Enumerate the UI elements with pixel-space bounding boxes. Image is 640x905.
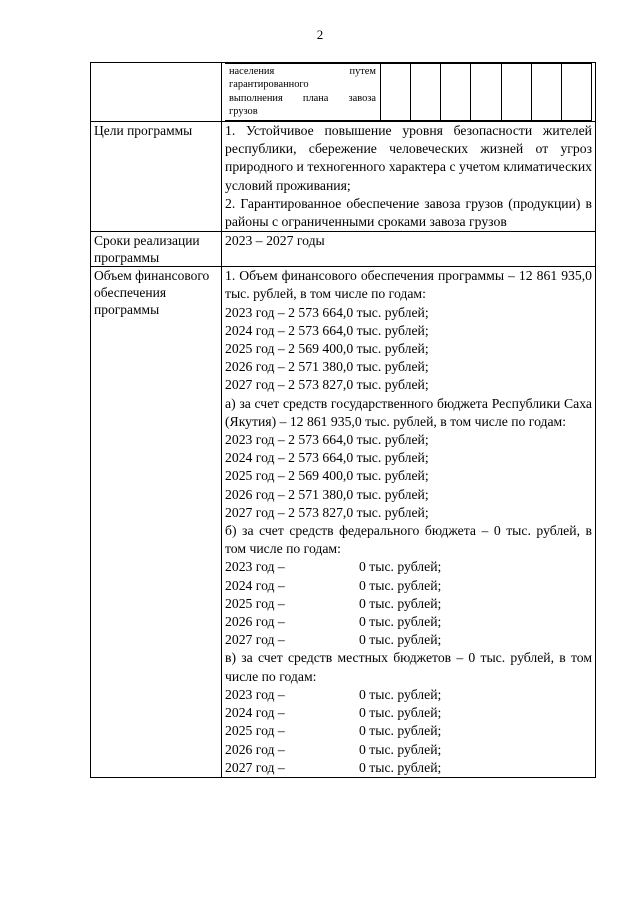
indicator-line: выполнения плана завоза bbox=[229, 92, 376, 104]
local-year-line: 2025 год – 0 тыс. рублей; bbox=[225, 723, 442, 739]
federal-year-line: 2023 год – 0 тыс. рублей; bbox=[225, 559, 442, 575]
funding-label: Объем финансового обеспечения программы bbox=[91, 267, 222, 778]
federal-year-line: 2026 год – 0 тыс. рублей; bbox=[225, 614, 442, 630]
total-year-line: 2023 год – 2 573 664,0 тыс. рублей; bbox=[225, 304, 429, 320]
federal-budget-intro: б) за счет средств федерального бюджета – 0 тыс. рублей, в том числе по годам: bbox=[225, 523, 592, 557]
indicator-line: населения путем bbox=[229, 66, 376, 77]
terms-label: Сроки реализации программы bbox=[91, 232, 222, 267]
goal-item: 2. Гарантированное обеспечение завоза грузов (продукции) в районы с ограниченными сроками завоза грузов bbox=[225, 195, 592, 230]
local-year-line: 2026 год – 0 тыс. рублей; bbox=[225, 741, 442, 757]
terms-value: 2023 – 2027 годы bbox=[222, 232, 596, 267]
goals-row bbox=[91, 122, 596, 232]
state-budget-intro: а) за счет средств государственного бюджета Республики Саха (Якутия) – 12 861 935,0 тыс. рублей, в том числе по годам: bbox=[225, 395, 592, 429]
total-year-line: 2025 год – 2 569 400,0 тыс. рублей; bbox=[225, 341, 429, 357]
indicator-value-cell bbox=[441, 64, 471, 121]
indicator-value-cell bbox=[501, 64, 531, 121]
indicator-line: гарантированного bbox=[229, 79, 309, 91]
indicator-value-cell bbox=[381, 64, 411, 121]
federal-year-line: 2027 год – 0 тыс. рублей; bbox=[225, 632, 442, 648]
federal-year-line: 2025 год – 0 тыс. рублей; bbox=[225, 595, 442, 611]
program-passport-table bbox=[90, 62, 596, 778]
funding-content bbox=[222, 267, 596, 778]
local-year-line: 2027 год – 0 тыс. рублей; bbox=[225, 759, 442, 775]
total-year-line: 2027 год – 2 573 827,0 тыс. рублей; bbox=[225, 377, 429, 393]
state-year-line: 2027 год – 2 573 827,0 тыс. рублей; bbox=[225, 504, 429, 520]
continuation-row bbox=[91, 63, 596, 122]
indicator-line: грузов bbox=[229, 105, 258, 117]
terms-row bbox=[91, 232, 596, 267]
continuation-label-cell bbox=[91, 63, 222, 122]
total-year-line: 2024 год – 2 573 664,0 тыс. рублей; bbox=[225, 322, 429, 338]
local-year-line: 2023 год – 0 тыс. рублей; bbox=[225, 686, 442, 702]
indicator-value-cell bbox=[531, 64, 561, 121]
page-number: 2 bbox=[316, 27, 324, 42]
state-year-line: 2024 год – 2 573 664,0 тыс. рублей; bbox=[225, 450, 429, 466]
continuation-content-cell bbox=[222, 63, 596, 122]
funding-intro: 1. Объем финансового обеспечения программы – 12 861 935,0 тыс. рублей, в том числе по годам: bbox=[225, 268, 592, 302]
indicator-value-cell bbox=[561, 64, 591, 121]
local-budget-intro: в) за счет средств местных бюджетов – 0 тыс. рублей, в том числе по годам: bbox=[225, 650, 592, 684]
funding-row bbox=[91, 267, 596, 778]
indicator-name-cell bbox=[225, 64, 381, 121]
goals-label: Цели программы bbox=[91, 122, 222, 232]
state-year-line: 2025 год – 2 569 400,0 тыс. рублей; bbox=[225, 468, 429, 484]
indicator-value-cell bbox=[411, 64, 441, 121]
local-year-line: 2024 год – 0 тыс. рублей; bbox=[225, 705, 442, 721]
goal-item: 1. Устойчивое повышение уровня безопасности жителей республики, сбережение человеческих жизней от угроз природного и техногенного характера с учетом климатических условий проживания; bbox=[225, 123, 592, 193]
state-year-line: 2026 год – 2 571 380,0 тыс. рублей; bbox=[225, 486, 429, 502]
state-year-line: 2023 год – 2 573 664,0 тыс. рублей; bbox=[225, 432, 429, 448]
indicator-grid bbox=[225, 63, 592, 121]
goals-content bbox=[222, 122, 596, 232]
federal-year-line: 2024 год – 0 тыс. рублей; bbox=[225, 577, 442, 593]
indicator-value-cell bbox=[471, 64, 501, 121]
total-year-line: 2026 год – 2 571 380,0 тыс. рублей; bbox=[225, 359, 429, 375]
